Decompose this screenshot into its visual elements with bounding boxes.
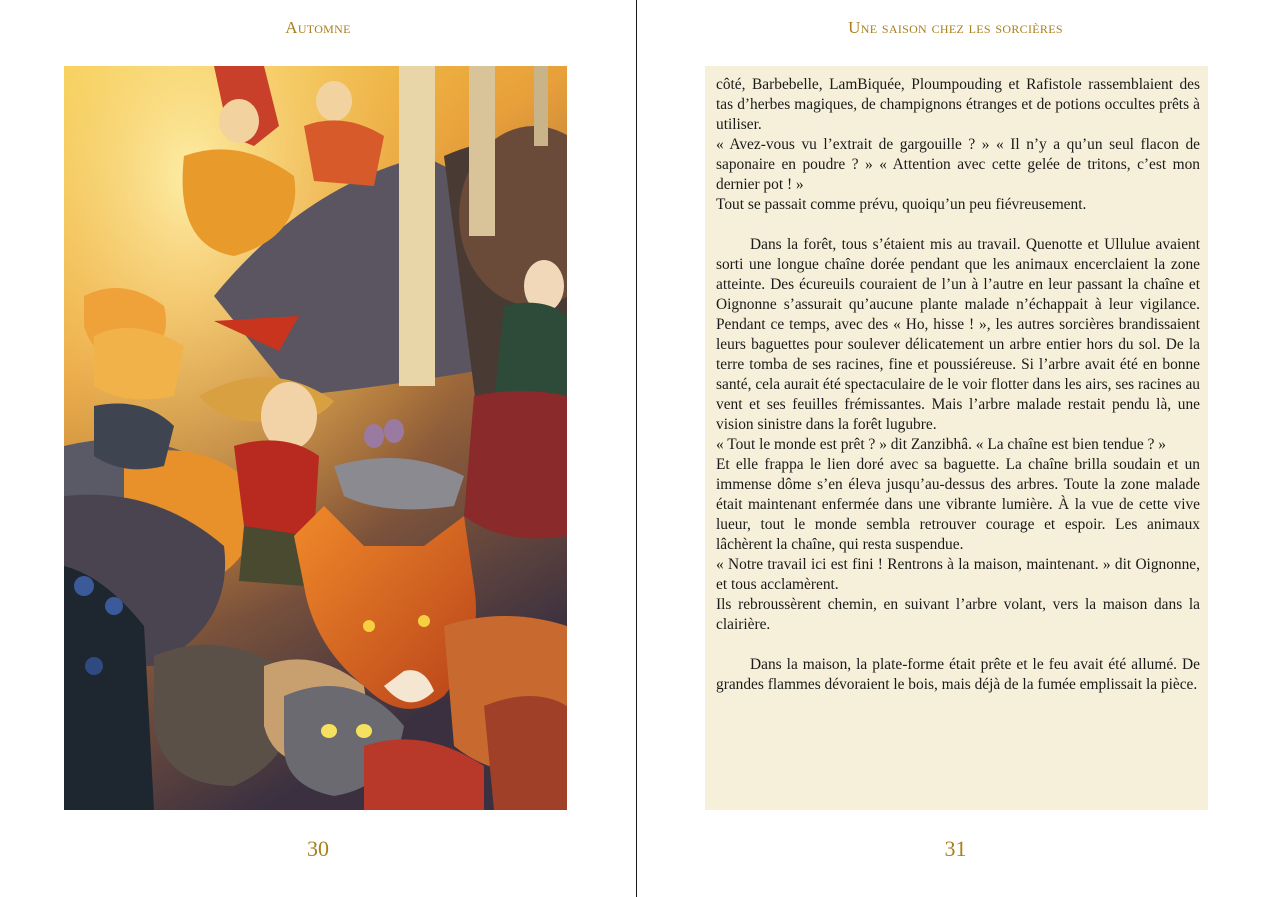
paragraph-gap xyxy=(716,635,1200,655)
paragraph: Dans la maison, la plate-forme était prête et le feu avait été allumé. De grandes flammes dévoraient le bois, mais déjà de la fumée emplissait la pièce. xyxy=(716,656,1200,693)
paragraph: Dans la forêt, tous s’étaient mis au travail. Quenotte et Ullulue avaient sorti une longue chaîne dorée pendant que les animaux encerclaient la zone atteinte. Des écureuils couraient de l’un à l’autre en leur passant la chaîne et Oignonne s’assurait qu’aucune plante malade n’échappait à leur vigilance. Pendant ce temps, avec des « Ho, hisse ! », les autres sorcières brandissaient leurs baguettes pour soulever délicatement un arbre entier hors du sol. De la terre tomba de ses racines, fine et poussiéreuse. Si l’arbre avait été en bonne santé, cela aurait été spectaculaire de le voir flotter dans les airs, ses racines au vent et ses feuilles frémissantes. Mais l’arbre malade restait pendu là, une vision sinistre dans la forêt lugubre. xyxy=(716,236,1200,433)
paragraph: Ils rebroussèrent chemin, en suivant l’arbre volant, vers la maison dans la clairière. xyxy=(716,596,1200,633)
running-head-right: Une saison chez les sorcières xyxy=(848,18,1063,37)
page-number-right: 31 xyxy=(944,836,967,861)
paragraph: « Notre travail ici est fini ! Rentrons à la maison, maintenant. » dit Oignonne, et tous acclamèrent. xyxy=(716,556,1200,593)
paragraph: « Tout le monde est prêt ? » dit Zanzibhâ. « La chaîne est bien tendue ? » xyxy=(716,436,1166,453)
right-page xyxy=(637,0,1274,897)
paragraph-gap xyxy=(716,215,1200,235)
forest-illustration xyxy=(64,66,567,810)
left-page xyxy=(0,0,636,897)
running-head-left: Automne xyxy=(285,18,351,37)
paragraph: Tout se passait comme prévu, quoiqu’un peu fiévreusement. xyxy=(716,196,1087,213)
paragraph: « Avez-vous vu l’extrait de gargouille ? » « Il n’y a qu’un seul flacon de saponaire en poudre ? » « Attention avec cette gelée de tritons, c’est mon dernier pot ! » xyxy=(716,136,1200,193)
page-number-left: 30 xyxy=(307,836,329,861)
body-text xyxy=(705,66,1208,810)
paragraph: Et elle frappa le lien doré avec sa baguette. La chaîne brilla soudain et un immense dôme s’en éleva jusqu’au-dessus des arbres. Toute la zone malade était maintenant enfermée dans une vibrante lumière. À la vue de cette vive lueur, tout le monde sembla retrouver courage et espoir. Les animaux lâchèrent la chaîne, qui resta suspendue. xyxy=(716,456,1200,553)
paragraph: côté, Barbebelle, LamBiquée, Ploumpouding et Rafistole rassemblaient des tas d’herbes magiques, de champignons étranges et de potions occultes prêts à utiliser. xyxy=(716,76,1200,133)
